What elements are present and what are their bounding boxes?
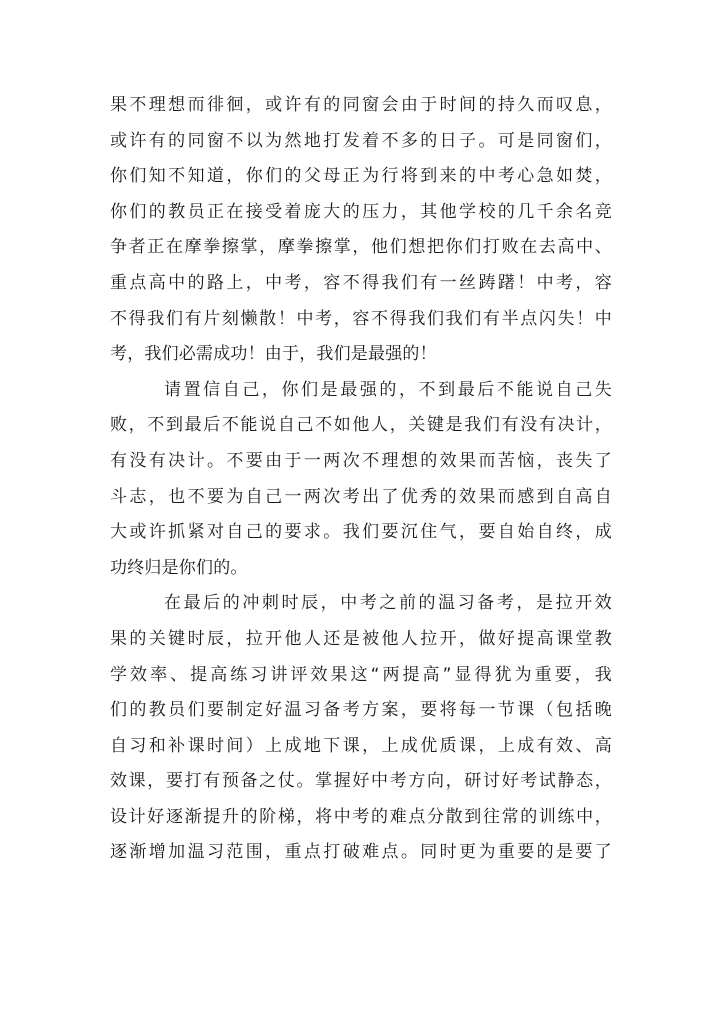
- text-line: 效课，要打有预备之仗。掌握好中考方向，研讨好考试静态，: [110, 771, 612, 792]
- text-line: 考，我们必需成功！由于，我们是最强的！: [110, 344, 437, 365]
- text-line: 功终归是你们的。: [110, 557, 248, 578]
- text-line: 逐渐增加温习范围，重点打破难点。同时更为重要的是要了: [110, 842, 612, 863]
- text-line: 争者正在摩拳擦掌，摩拳擦掌，他们想把你们打败在去高中、: [110, 237, 612, 258]
- text-line: 果不理想而徘徊，或许有的同窗会由于时间的持久而叹息，: [110, 95, 612, 115]
- body-text: [110, 88, 612, 871]
- text-line: 们的教员们要制定好温习备考方案，要将每一节课（包括晚: [110, 700, 612, 721]
- text-line: 败，不到最后不能说自己不如他人，关键是我们有没有决计，: [110, 415, 612, 436]
- text-line: 你们知不知道，你们的父母正为行将到来的中考心急如焚，: [110, 166, 612, 187]
- text-line: 不得我们有片刻懒散！中考，容不得我们我们有半点闪失！中: [110, 308, 612, 329]
- paragraph-first-line: 请置信自己，你们是最强的，不到最后不能说自己失: [164, 379, 612, 400]
- text-line: 设计好逐渐提升的阶梯，将中考的难点分散到往常的训练中，: [110, 806, 612, 827]
- text-line: 自习和补课时间）上成地下课，上成优质课，上成有效、高: [110, 735, 612, 756]
- text-line: 你们的教员正在接受着庞大的压力，其他学校的几千余名竞: [110, 201, 612, 222]
- text-line: 果的关键时辰，拉开他人还是被他人拉开，做好提高课堂教: [110, 628, 612, 649]
- text-line: 重点高中的路上，中考，容不得我们有一丝踌躇！中考，容: [110, 272, 612, 293]
- text-line: 斗志，也不要为自己一两次考出了优秀的效果而感到自高自: [110, 486, 612, 507]
- text-line: 或许有的同窗不以为然地打发着不多的日子。可是同窗们，: [110, 130, 612, 151]
- text-line: 有没有决计。不要由于一两次不理想的效果而苦恼，丧失了: [110, 450, 612, 471]
- paragraph-first-line: 在最后的冲刺时辰，中考之前的温习备考，是拉开效: [164, 593, 612, 614]
- text-line: 学效率、提高练习讲评效果这“两提高”显得犹为重要，我: [110, 664, 612, 685]
- text-line: 大或许抓紧对自己的要求。我们要沉住气，要自始自终，成: [110, 522, 612, 543]
